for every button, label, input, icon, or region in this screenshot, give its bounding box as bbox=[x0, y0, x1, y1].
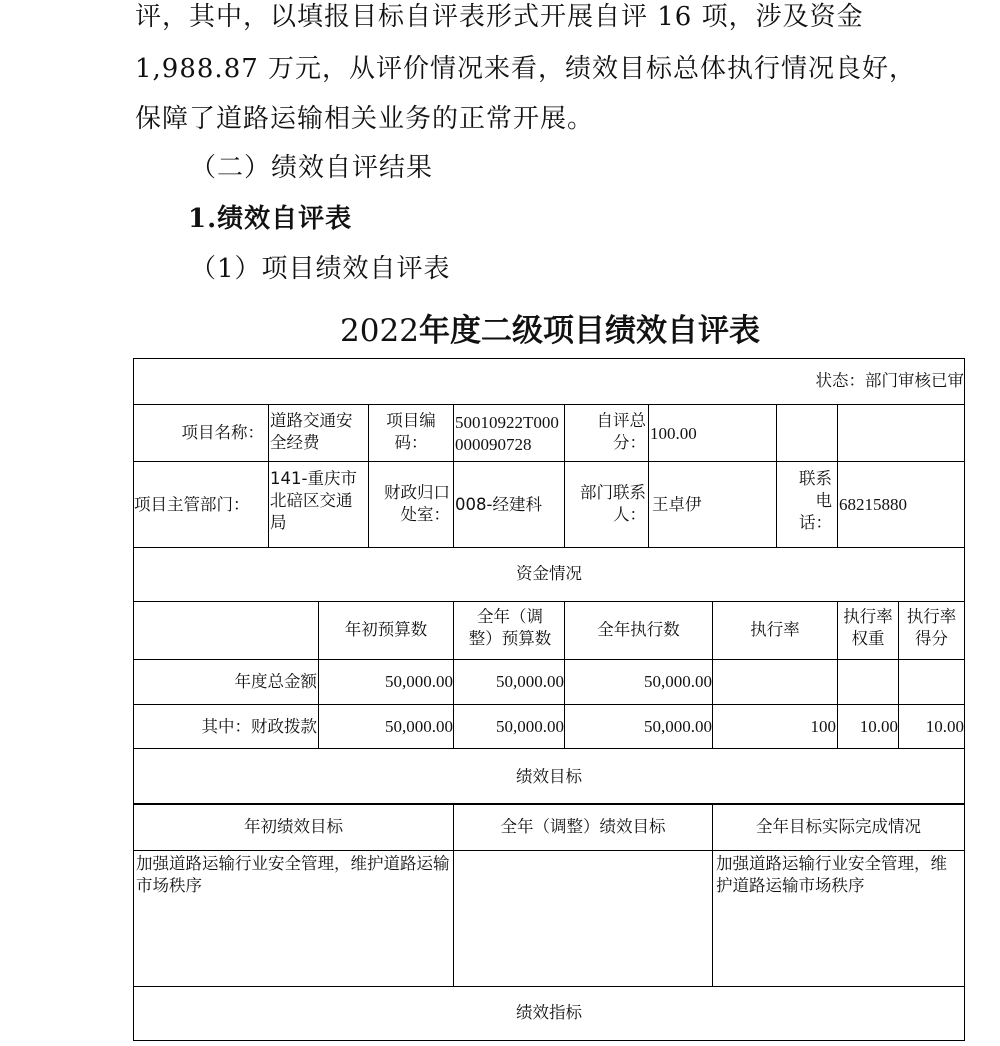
project-name-label: 项目名称： bbox=[181, 423, 264, 442]
table-cell-initial: 50,000.00 bbox=[385, 672, 453, 691]
table-row-label: 年度总金额 bbox=[234, 672, 317, 691]
grid-line bbox=[133, 461, 965, 462]
initial-goal-text: 加强道路运输行业安全管理，维护道路运输市场秩序 bbox=[136, 854, 450, 895]
grid-line bbox=[453, 404, 454, 547]
table-cell-adjusted: 50,000.00 bbox=[496, 717, 564, 736]
grid-line bbox=[133, 358, 134, 1041]
phone-label: 联系电话： bbox=[799, 469, 832, 532]
col-initial-goal: 年初绩效目标 bbox=[244, 817, 343, 836]
table-cell-score: 10.00 bbox=[925, 717, 964, 736]
grid-line bbox=[133, 850, 965, 851]
grid-line bbox=[133, 358, 965, 359]
goals-section-header: 绩效目标 bbox=[516, 767, 582, 786]
grid-line bbox=[964, 358, 965, 1041]
contact-value: 王卓伊 bbox=[652, 495, 702, 514]
indicators-section-header: 绩效指标 bbox=[516, 1003, 582, 1022]
project-code-label: 项目编码： bbox=[386, 411, 436, 452]
grid-line bbox=[133, 659, 965, 660]
grid-line bbox=[133, 748, 965, 749]
self-score-value: 100.00 bbox=[650, 424, 697, 443]
col-rate: 执行率 bbox=[750, 620, 800, 639]
table-title-text: 年度二级项目绩效自评表 bbox=[418, 313, 760, 349]
col-actual-completion: 全年目标实际完成情况 bbox=[756, 817, 921, 836]
phone-value: 68215880 bbox=[839, 495, 907, 514]
grid-line bbox=[268, 404, 269, 547]
contact-label: 部门联系人： bbox=[580, 483, 646, 524]
table-title bbox=[0, 305, 1000, 350]
table-cell-executed: 50,000.00 bbox=[644, 717, 712, 736]
dept-value: 141-重庆市北碚区交通局 bbox=[270, 469, 357, 532]
col-adjusted-goal: 全年（调整）绩效目标 bbox=[500, 817, 666, 836]
grid-line bbox=[368, 404, 369, 547]
table-cell-adjusted: 50,000.00 bbox=[496, 672, 564, 691]
table-row-label: 其中：财政拨款 bbox=[201, 717, 317, 736]
subsection-heading: 1.绩效自评表 bbox=[188, 204, 353, 234]
finance-label: 财政归口处室： bbox=[384, 483, 450, 524]
grid-line bbox=[133, 704, 965, 705]
table-cell-weight: 10.00 bbox=[859, 717, 898, 736]
table-cell-executed: 50,000.00 bbox=[644, 672, 712, 691]
funds-section-header: 资金情况 bbox=[516, 564, 582, 583]
finance-value: 008-经建科 bbox=[455, 495, 542, 514]
paragraph-line-3: 保障了道路运输相关业务的正常开展。 bbox=[135, 104, 595, 134]
project-name-value: 道路交通安全经费 bbox=[270, 411, 353, 452]
grid-line bbox=[564, 404, 565, 547]
project-code-value: 50010922T000000090728 bbox=[455, 413, 559, 454]
table-title-year: 2022 bbox=[340, 313, 419, 349]
col-score: 执行率得分 bbox=[906, 607, 957, 648]
table-cell-rate: 100 bbox=[810, 717, 836, 736]
table-cell-initial: 50,000.00 bbox=[385, 717, 453, 736]
grid-line bbox=[133, 1040, 965, 1041]
col-executed: 全年执行数 bbox=[597, 620, 680, 639]
actual-completion-text: 加强道路运输行业安全管理，维护道路运输市场秩序 bbox=[716, 854, 947, 895]
dept-label: 项目主管部门： bbox=[134, 495, 250, 514]
grid-line bbox=[648, 404, 649, 547]
grid-line bbox=[133, 547, 965, 548]
paragraph-line-1: 评，其中，以填报目标自评表形式开展自评 16 项，涉及资金 bbox=[135, 2, 864, 32]
grid-line bbox=[133, 601, 965, 602]
paragraph-line-2: 1,988.87 万元，从评价情况来看，绩效目标总体执行情况良好， bbox=[135, 54, 917, 84]
grid-line bbox=[776, 404, 777, 547]
status-text: 状态：部门审核已审 bbox=[815, 371, 964, 390]
col-weight: 执行率权重 bbox=[843, 607, 893, 648]
grid-line bbox=[133, 404, 965, 405]
grid-line bbox=[133, 803, 965, 805]
self-score-label: 自评总分： bbox=[596, 411, 646, 452]
section-heading: （二）绩效自评结果 bbox=[190, 153, 434, 183]
table-heading: （1）项目绩效自评表 bbox=[190, 254, 451, 284]
grid-line bbox=[837, 404, 838, 547]
col-adjusted-budget: 全年（调整）预算数 bbox=[468, 607, 552, 648]
col-initial-budget: 年初预算数 bbox=[344, 620, 428, 639]
grid-line bbox=[133, 986, 965, 987]
